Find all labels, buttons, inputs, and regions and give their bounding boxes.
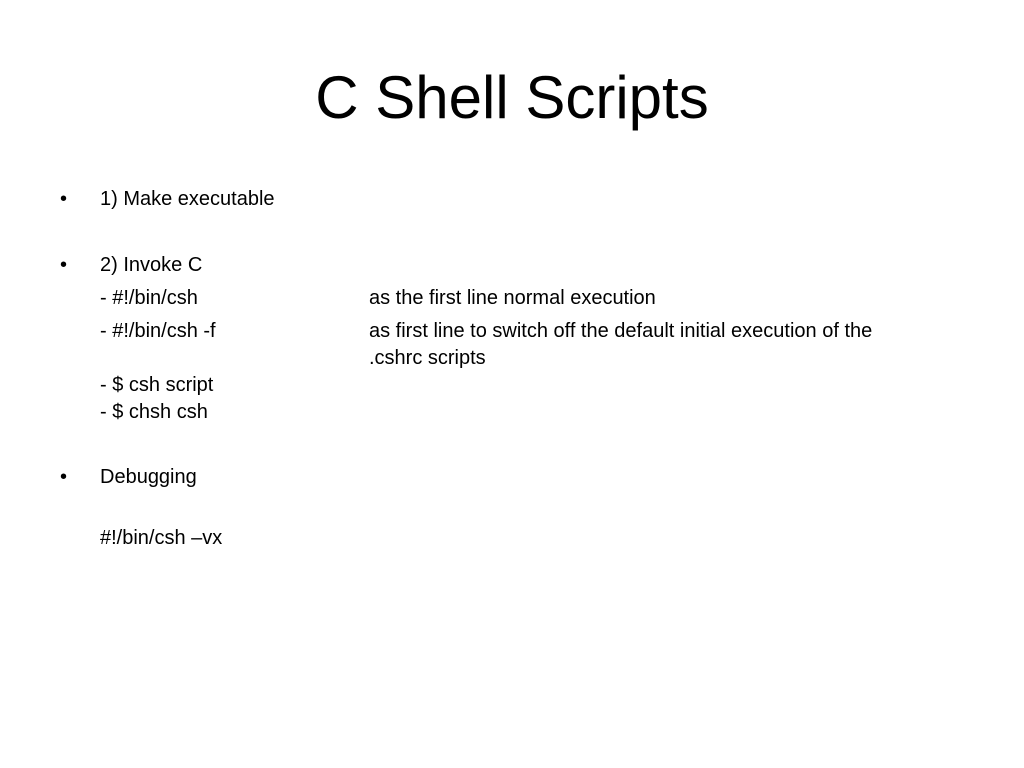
invoke-command: - #!/bin/csh -f [100, 320, 216, 342]
slide-title: C Shell Scripts [315, 64, 709, 131]
invoke-description-continued: .cshrc scripts [369, 347, 486, 369]
invoke-command: - $ chsh csh [100, 401, 208, 423]
invoke-command: - #!/bin/csh [100, 287, 198, 309]
bullet-item-debugging: Debugging [100, 466, 197, 488]
bullet-icon: • [60, 254, 68, 276]
invoke-description: as first line to switch off the default initial execution of the [369, 320, 873, 342]
bullet-icon: • [60, 466, 68, 488]
bullet-icon: • [60, 188, 68, 210]
debug-command: #!/bin/csh –vx [100, 527, 223, 549]
bullet-item-invoke-c: 2) Invoke C [100, 254, 203, 276]
invoke-description: as the first line normal execution [369, 287, 656, 309]
invoke-command: - $ csh script [100, 374, 214, 396]
bullet-item-make-executable: 1) Make executable [100, 188, 275, 210]
